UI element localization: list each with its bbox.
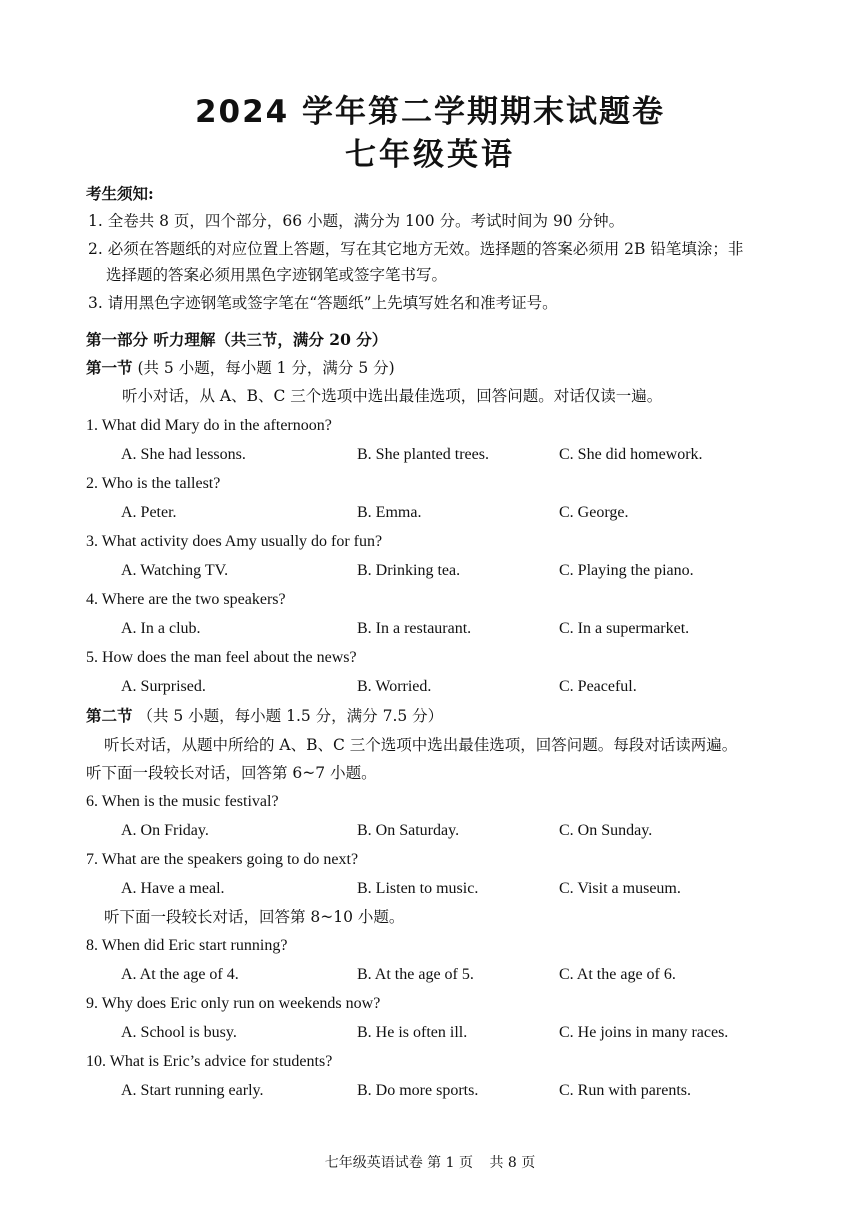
question-8: 8. When did Eric start running? (86, 937, 288, 954)
question-9-option-b: B. He is often ill. (357, 1024, 468, 1041)
notice-heading: 考生须知: (86, 184, 154, 203)
part1-heading: 第一部分 听力理解（共三节，满分 20 分） (86, 330, 388, 349)
section1-header (86, 358, 395, 378)
question-8-option-c: C. At the age of 6. (559, 966, 676, 983)
question-6-option-b: B. On Saturday. (357, 822, 460, 839)
question-2-option-c: C. George. (559, 504, 629, 521)
question-5-option-a: A. Surprised. (121, 678, 206, 695)
question-10-option-b: B. Do more sports. (357, 1082, 479, 1099)
question-4-option-a: A. In a club. (121, 620, 201, 637)
question-5-option-b: B. Worried. (357, 678, 432, 695)
question-8-option-b: B. At the age of 5. (357, 966, 474, 983)
question-10-option-a: A. Start running early. (121, 1082, 264, 1099)
question-3-option-a: A. Watching TV. (121, 562, 229, 579)
notice-item-2: 2. 必须在答题纸的对应位置上答题，写在其它地方无效。选择题的答案必须用 2B 铅笔填涂；非 (88, 240, 744, 258)
exam-title: 2024 学年第二学期期末试题卷 (194, 94, 666, 130)
question-1-option-b: B. She planted trees. (357, 446, 489, 463)
dialog-1-instruction: 听下面一段较长对话，回答第 6~7 小题。 (86, 764, 377, 782)
question-10-option-c: C. Run with parents. (559, 1082, 691, 1099)
question-6: 6. When is the music festival? (86, 793, 279, 810)
question-7-option-c: C. Visit a museum. (559, 880, 681, 897)
section1-meta: (共 5 小题，每小题 1 分，满分 5 分) (137, 359, 395, 377)
question-3-option-b: B. Drinking tea. (357, 562, 461, 579)
page-footer (0, 1152, 860, 1172)
notice-item-3: 3. 请用黑色字迹钢笔或签字笔在“答题纸”上先填写姓名和准考证号。 (88, 294, 558, 312)
section2-meta: （共 5 小题，每小题 1.5 分，满分 7.5 分） (137, 707, 444, 725)
question-2-option-b: B. Emma. (357, 504, 422, 521)
question-5-option-c: C. Peaceful. (559, 678, 637, 695)
footer-page-number: 七年级英语试卷 第 1 页 (324, 1155, 473, 1171)
question-4-option-c: C. In a supermarket. (559, 620, 690, 637)
question-7: 7. What are the speakers going to do next? (86, 851, 359, 868)
question-3-option-c: C. Playing the piano. (559, 562, 694, 579)
question-1-option-a: A. She had lessons. (121, 446, 246, 463)
question-9-option-a: A. School is busy. (121, 1024, 237, 1041)
dialog-2-instruction: 听下面一段较长对话，回答第 8~10 小题。 (104, 908, 405, 926)
question-2: 2. Who is the tallest? (86, 475, 221, 492)
question-1-option-c: C. She did homework. (559, 446, 703, 463)
section2-heading: 第二节 (86, 706, 133, 725)
notice-item-1: 1. 全卷共 8 页，四个部分，66 小题，满分为 100 分。考试时间为 90 分钟。 (88, 212, 625, 230)
question-8-option-a: A. At the age of 4. (121, 966, 239, 983)
question-1: 1. What did Mary do in the afternoon? (86, 417, 332, 434)
question-4: 4. Where are the two speakers? (86, 591, 286, 608)
section1-instruction: 听小对话，从 A、B、C 三个选项中选出最佳选项，回答问题。对话仅读一遍。 (122, 387, 663, 405)
question-10: 10. What is Eric’s advice for students? (86, 1053, 333, 1070)
question-9-option-c: C. He joins in many races. (559, 1024, 729, 1041)
question-7-option-a: A. Have a meal. (121, 880, 225, 897)
footer-total-pages: 共 8 页 (489, 1155, 536, 1171)
question-2-option-a: A. Peter. (121, 504, 177, 521)
question-6-option-c: C. On Sunday. (559, 822, 653, 839)
section2-instruction: 听长对话，从题中所给的 A、B、C 三个选项中选出最佳选项，回答问题。每段对话读两遍。 (104, 736, 738, 754)
question-4-option-b: B. In a restaurant. (357, 620, 472, 637)
question-6-option-a: A. On Friday. (121, 822, 209, 839)
question-5: 5. How does the man feel about the news? (86, 649, 357, 666)
section1-heading: 第一节 (86, 358, 133, 377)
notice-item-2-continued: 选择题的答案必须用黑色字迹钢笔或签字笔书写。 (106, 266, 448, 284)
exam-subtitle: 七年级英语 (345, 137, 515, 173)
section2-header (86, 706, 443, 726)
question-7-option-b: B. Listen to music. (357, 880, 479, 897)
question-9: 9. Why does Eric only run on weekends now? (86, 995, 381, 1012)
question-3: 3. What activity does Amy usually do for fun? (86, 533, 383, 550)
